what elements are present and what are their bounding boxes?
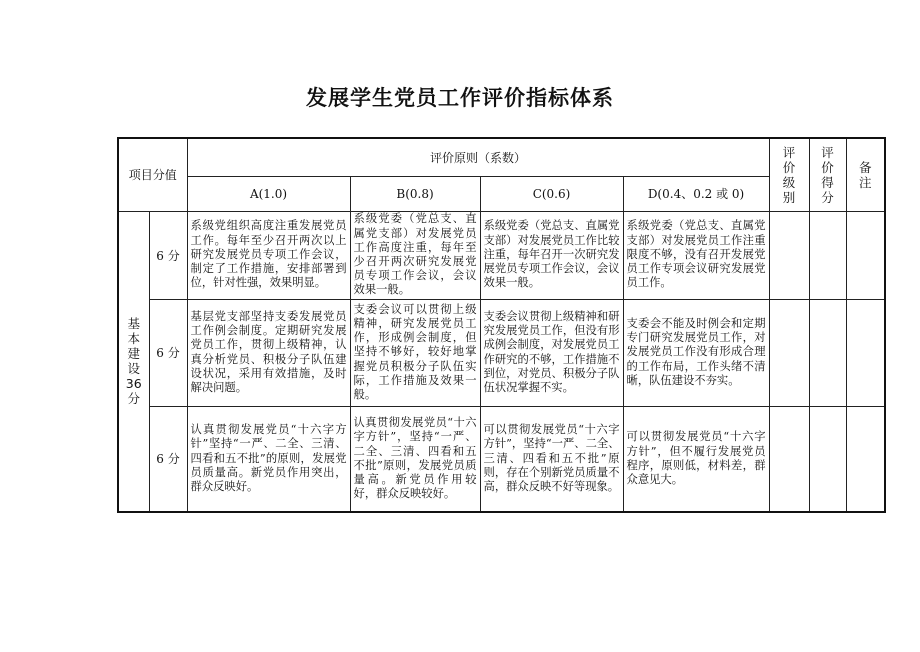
criteria-b: 支委会议可以贯彻上级精神，研究发展党员工作，形成例会制度，但坚持不够好，较好地掌握党员积极分子队伍实际，工作措施及效果一般。	[350, 299, 480, 406]
criteria-d: 支委会不能及时例会和定期专门研究发展党员工作，对发展党员工作没有形成合理的工作布局，工作头绪不清晰，队伍建设不夯实。	[623, 299, 769, 406]
remarks-cell[interactable]	[846, 299, 885, 406]
page-title: 发展学生党员工作评价指标体系	[306, 86, 614, 110]
criteria-d: 系级党委（党总支、直属党支部）对发展党员工作注重限度不够，没有召开发展党员工作专项会议研究发展党员工作。	[623, 211, 769, 299]
row-score: 6 分	[149, 211, 187, 299]
project-score-header: 项目分值	[118, 138, 187, 211]
table-row	[118, 211, 885, 299]
eval-level-cell[interactable]	[769, 299, 809, 406]
remarks-cell[interactable]	[846, 211, 885, 299]
criteria-a: 基层党支部坚持支委发展党员工作例会制度。定期研究发展党员工作，贯彻上级精神，认真分析党员、积极分子队伍建设状况，采用有效措施，及时解决问题。	[187, 299, 350, 406]
eval-score-header: 评 价 得 分	[809, 138, 846, 211]
criteria-c: 可以贯彻发展党员“十六字方针”，坚持“一严、二全、三清、四看和五不批”原则，存在个别新党员质量不高，群众反映不好等现象。	[480, 406, 623, 512]
table-row	[118, 406, 885, 512]
criteria-b: 认真贯彻发展党员“十六字方针”，坚持“一严、二全、三清、四看和五不批”原则，发展党员质量高。新党员作用较好，群众反映较好。	[350, 406, 480, 512]
grade-a-header: A(1.0)	[187, 176, 350, 211]
criteria-c: 支委会议贯彻上级精神和研究发展党员工作，但没有形成例会制度，对发展党员工作研究的不够，工作措施不到位，对党员、积极分子队伍状况掌握不实。	[480, 299, 623, 406]
eval-level-header: 评 价 级 别	[769, 138, 809, 211]
remarks-header: 备 注	[846, 138, 885, 211]
criteria-c: 系级党委（党总支、直属党支部）对发展党员工作比较注重，每年召开一次研究发展党员专项工作会议，会议效果一般。	[480, 211, 623, 299]
criteria-a: 认真贯彻发展党员“十六字方针”坚持“一严、二全、三清、四看和五不批”的原则，发展党员质量高。新党员作用突出，群众反映好。	[187, 406, 350, 512]
eval-score-cell[interactable]	[809, 406, 846, 512]
criteria-a: 系级党组织高度注重发展党员工作。每年至少召开两次以上研究发展党员专项工作会议，制定了工作措施，安排部署到位，针对性强，效果明显。	[187, 211, 350, 299]
grade-c-header: C(0.6)	[480, 176, 623, 211]
remarks-cell[interactable]	[846, 406, 885, 512]
grade-d-header: D(0.4、0.2 或 0)	[623, 176, 769, 211]
principle-header: 评价原则（系数）	[187, 138, 769, 176]
category-cell: 基 本 建 设 36 分	[118, 211, 149, 512]
row-score: 6 分	[149, 406, 187, 512]
eval-score-cell[interactable]	[809, 211, 846, 299]
table-row	[118, 299, 885, 406]
eval-level-cell[interactable]	[769, 211, 809, 299]
criteria-d: 可以贯彻发展党员“十六字方针”，但不履行发展党员程序，原则低，材料差，群众意见大。	[623, 406, 769, 512]
grade-b-header: B(0.8)	[350, 176, 480, 211]
eval-level-cell[interactable]	[769, 406, 809, 512]
criteria-b: 系级党委（党总支、直属党支部）对发展党员工作高度注重，每年至少召开两次研究发展党员专项工作会议，会议效果一般。	[350, 211, 480, 299]
row-score: 6 分	[149, 299, 187, 406]
eval-score-cell[interactable]	[809, 299, 846, 406]
evaluation-table	[117, 137, 886, 513]
